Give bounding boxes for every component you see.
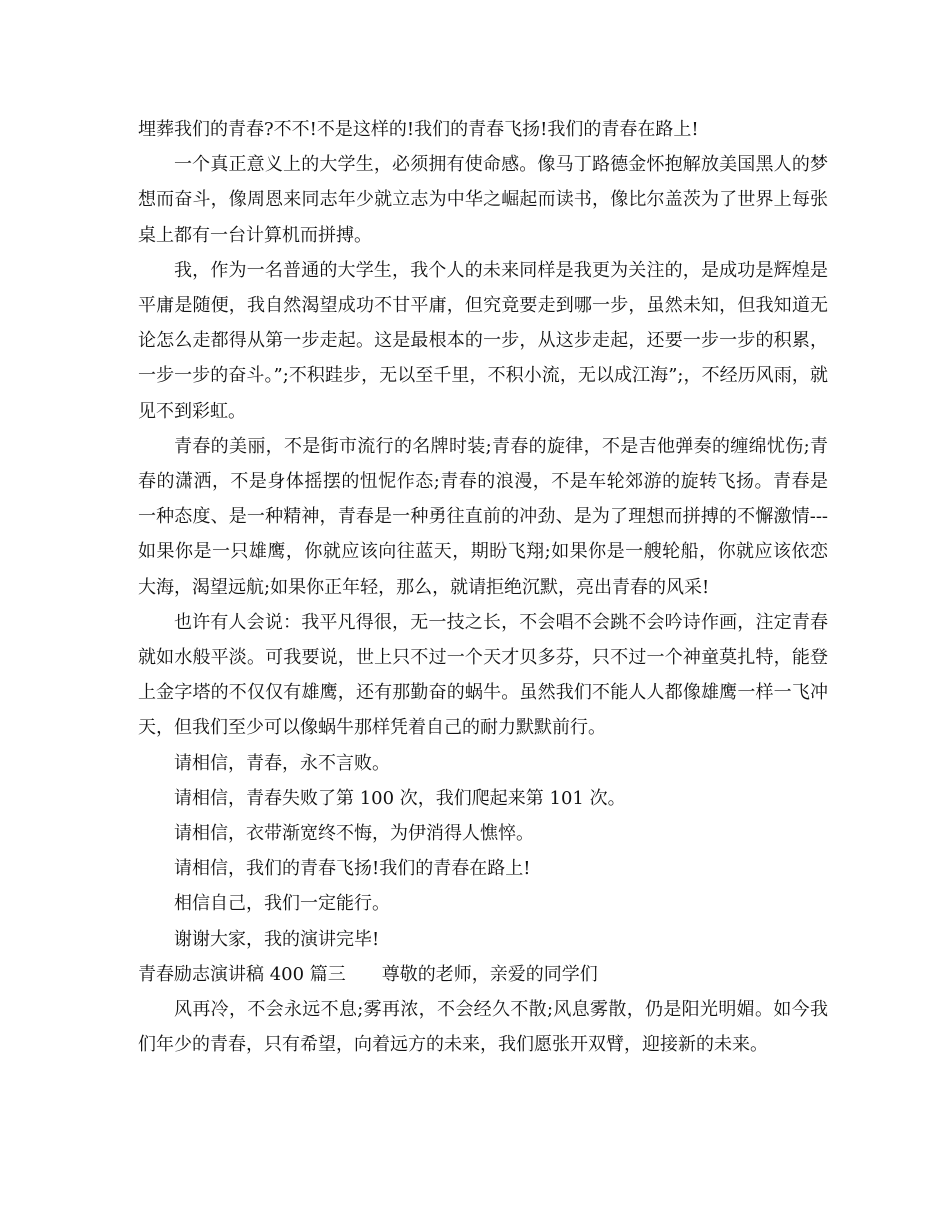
paragraph: 青春的美丽，不是街市流行的名牌时装;青春的旋律，不是吉他弹奏的缠绵忧伤;青春的潇洒，不是身体摇摆的忸怩作态;青春的浪漫，不是车轮郊游的旋转飞扬。青春是一种态度、是一种精神，青春是一种勇往直前的冲劲、是为了理想而拼搏的不懈激情---如果你是一只雄鹰，你就应该向往蓝天，期盼飞翔;如果你是一艘轮船，你就应该依恋大海，渴望远航;如果你正年轻，那么，就请拒绝沉默，亮出青春的风采! [138,435,828,598]
paragraph: 埋葬我们的青春?不不!不是这样的!我们的青春飞扬!我们的青春在路上! [138,119,699,140]
paragraph: 相信自己，我们一定能行。 [174,893,390,915]
paragraph: 请相信，我们的青春飞扬!我们的青春在路上! [174,858,531,880]
paragraph: 请相信，青春，永不言败。 [174,752,390,774]
paragraph: 一个真正意义上的大学生，必须拥有使命感。像马丁路德金怀抱解放美国黑人的梦想而奋斗，像周恩来同志年少就立志为中华之崛起而读书，像比尔盖茨为了世界上每张桌上都有一台计算机而拼搏。 [138,154,828,246]
paragraph: 我，作为一名普通的大学生，我个人的未来同样是我更为关注的，是成功是辉煌是平庸是随便，我自然渴望成功不甘平庸，但究竟要走到哪一步，虽然未知，但我知道无论怎么走都得从第一步走起。这是最根本的一步，从这步走起，还要一步一步的积累，一步一步的奋斗。”;不积跬步，无以至千里，不积小流，无以成江海”;，不经历风雨，就见不到彩虹。 [138,259,828,422]
paragraph: 请相信，青春失败了第 100 次，我们爬起来第 101 次。 [174,787,626,809]
paragraph: 风再冷，不会永远不息;雾再浓，不会经久不散;风息雾散，仍是阳光明媚。如今我们年少的青春，只有希望，向着远方的未来，我们愿张开双臂，迎接新的未来。 [138,999,828,1056]
section-heading: 青春励志演讲稿 400 篇三 尊敬的老师，亲爱的同学们 [138,963,598,985]
document-body [138,112,828,1062]
paragraph: 谢谢大家，我的演讲完毕! [174,928,380,950]
paragraph: 也许有人会说：我平凡得很，无一技之长，不会唱不会跳不会吟诗作画，注定青春就如水般平淡。可我要说，世上只不过一个天才贝多芬，只不过一个神童莫扎特，能登上金字塔的不仅仅有雄鹰，还有那勤奋的蜗牛。虽然我们不能人人都像雄鹰一样一飞冲天，但我们至少可以像蜗牛那样凭着自己的耐力默默前行。 [138,611,828,739]
paragraph: 请相信，衣带渐宽终不悔，为伊消得人憔悴。 [174,823,534,845]
